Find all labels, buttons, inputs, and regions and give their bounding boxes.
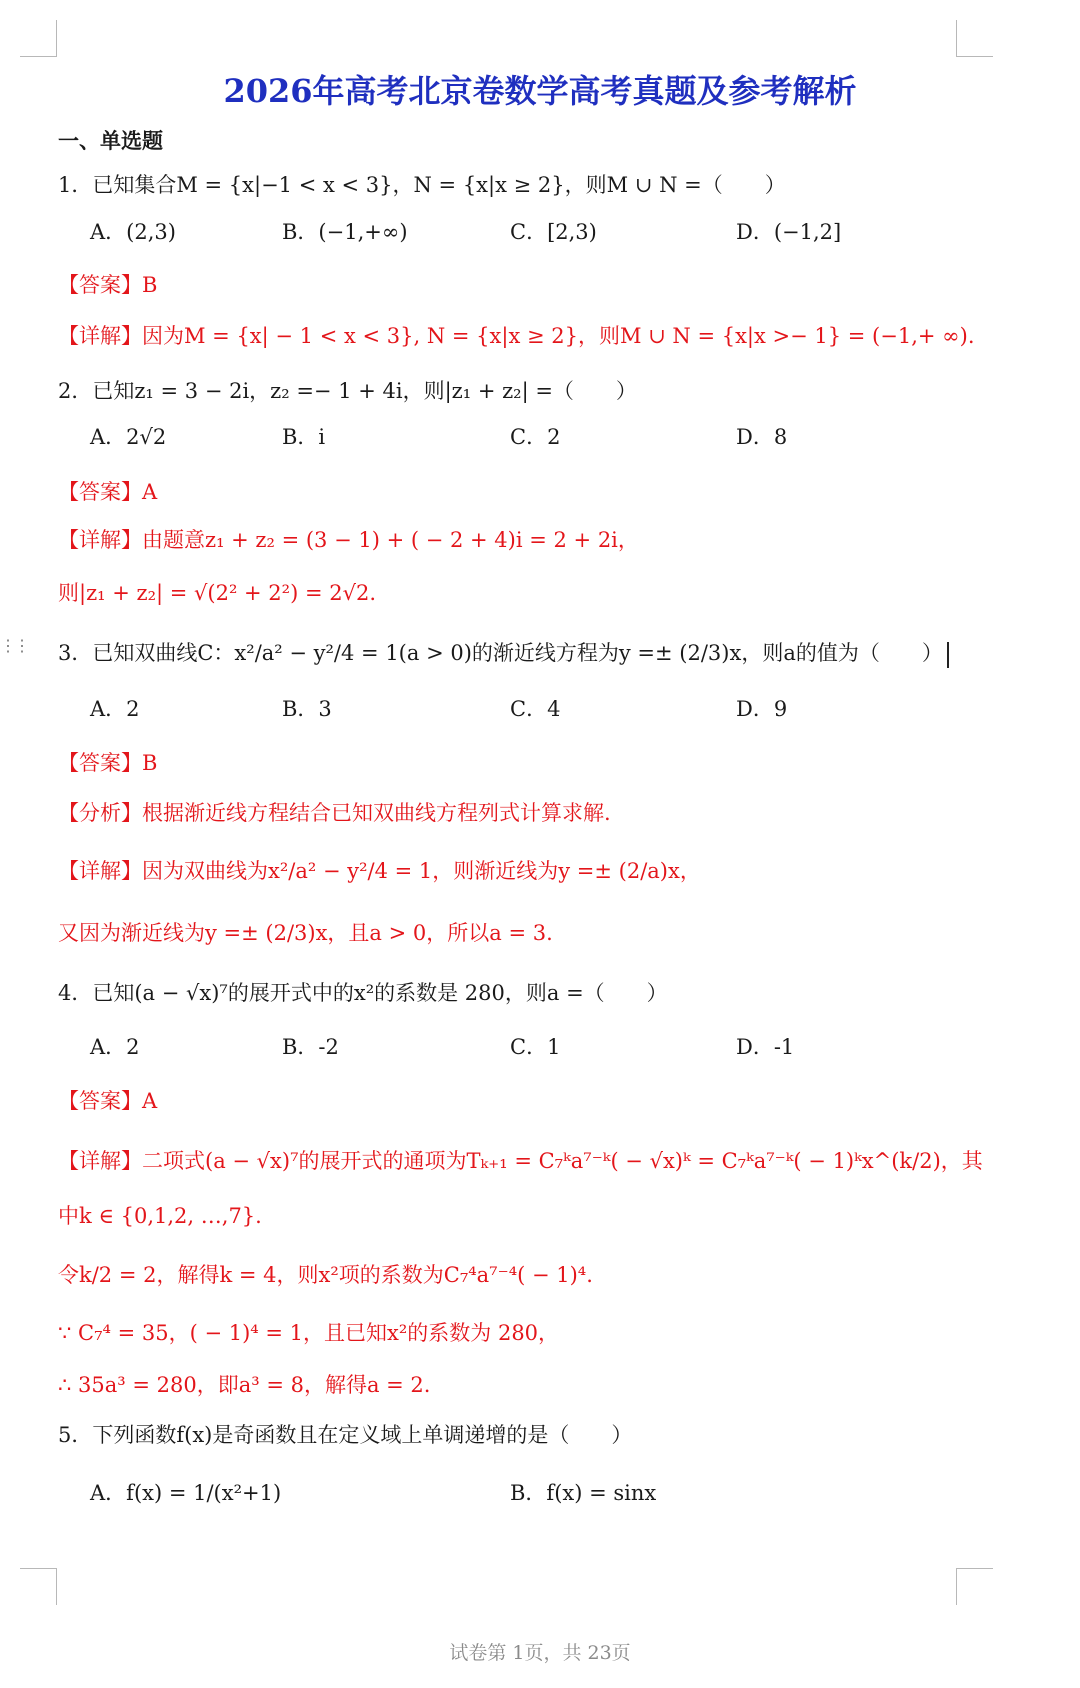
q1-option-b[interactable]: B．(−1,+∞) xyxy=(282,220,408,244)
q4-option-c[interactable]: C．1 xyxy=(510,1035,561,1059)
q3-option-b[interactable]: B．3 xyxy=(282,697,332,721)
q4-detail-line-4: ∵ C₇⁴ = 35，( − 1)⁴ = 1，且已知x²的系数为 280， xyxy=(58,1321,560,1345)
q2-answer: 【答案】A xyxy=(58,480,158,504)
crop-mark-bottom-left xyxy=(20,1568,57,1605)
q4-detail-line-3: 令k/2 = 2，解得k = 4，则x²项的系数为C₇⁴a⁷⁻⁴( − 1)⁴. xyxy=(58,1263,593,1287)
q2-option-b[interactable]: B．i xyxy=(282,425,326,449)
q5-option-a[interactable]: A．f(x) = 1/(x²+1) xyxy=(90,1481,282,1505)
q1-answer: 【答案】B xyxy=(58,273,158,297)
q4-answer: 【答案】A xyxy=(58,1089,158,1113)
question-5-stem: 5．下列函数f(x)是奇函数且在定义域上单调递增的是（ ） xyxy=(58,1423,633,1447)
q2-option-a[interactable]: A．2√2 xyxy=(90,425,167,449)
q3-detail-line-1: 【详解】因为双曲线为x²/a² − y²/4 = 1，则渐近线为y =± (2/a)x， xyxy=(58,859,701,883)
q4-option-b[interactable]: B．-2 xyxy=(282,1035,339,1059)
q4-option-d[interactable]: D．-1 xyxy=(736,1035,795,1059)
q4-detail-line-2: 中k ∈ {0,1,2, …,7}. xyxy=(58,1204,262,1228)
question-1-stem: 1．已知集合M = {x|−1 < x < 3}，N = {x|x ≥ 2}，则M ∪ N =（ ） xyxy=(58,173,786,197)
text-cursor xyxy=(947,642,949,668)
drag-handle-icon[interactable]: ⋮⋮ xyxy=(0,636,28,655)
q4-detail-line-1: 【详解】二项式(a − √x)⁷的展开式的通项为Tₖ₊₁ = C₇ᵏa⁷⁻ᵏ( − √x)ᵏ = C₇ᵏa⁷⁻ᵏ( − 1)ᵏx^(k/2)，其 xyxy=(58,1149,983,1173)
q4-detail-line-5: ∴ 35a³ = 280，即a³ = 8，解得a = 2. xyxy=(58,1373,431,1397)
section-heading: 一、单选题 xyxy=(58,128,163,153)
page-title: 2026年高考北京卷数学高考真题及参考解析 xyxy=(223,72,857,110)
crop-mark-bottom-right xyxy=(956,1568,993,1605)
q2-option-c[interactable]: C．2 xyxy=(510,425,561,449)
crop-mark-top-left xyxy=(20,20,57,57)
q1-detail: 【详解】因为M = {x| − 1 < x < 3}, N = {x|x ≥ 2}，则M ∪ N = {x|x >− 1} = (−1,+ ∞). xyxy=(58,324,975,348)
question-2-stem: 2．已知z₁ = 3 − 2i，z₂ =− 1 + 4i，则|z₁ + z₂| =（ ） xyxy=(58,379,637,403)
q3-analysis: 【分析】根据渐近线方程结合已知双曲线方程列式计算求解. xyxy=(58,801,611,825)
crop-mark-top-right xyxy=(956,20,993,57)
q3-answer: 【答案】B xyxy=(58,751,158,775)
q1-option-d[interactable]: D．(−1,2] xyxy=(736,220,842,244)
question-4-stem: 4．已知(a − √x)⁷的展开式中的x²的系数是 280，则a =（ ） xyxy=(58,981,668,1005)
q1-option-c[interactable]: C．[2,3) xyxy=(510,220,597,244)
question-3-stem: 3．已知双曲线C：x²/a² − y²/4 = 1(a > 0)的渐近线方程为y =± (2/3)x，则a的值为（ ） xyxy=(58,638,949,668)
q3-option-c[interactable]: C．4 xyxy=(510,697,561,721)
q5-option-b[interactable]: B．f(x) = sinx xyxy=(510,1481,657,1505)
q1-option-a[interactable]: A．(2,3) xyxy=(90,220,176,244)
q3-detail-line-2: 又因为渐近线为y =± (2/3)x，且a > 0，所以a = 3. xyxy=(58,921,553,945)
q3-option-d[interactable]: D．9 xyxy=(736,697,788,721)
q2-detail-line-2: 则|z₁ + z₂| = √(2² + 2²) = 2√2. xyxy=(58,581,377,605)
q2-option-d[interactable]: D．8 xyxy=(736,425,788,449)
page-footer: 试卷第 1页，共 23页 xyxy=(449,1642,631,1664)
q3-option-a[interactable]: A．2 xyxy=(90,697,140,721)
q2-detail-line-1: 【详解】由题意z₁ + z₂ = (3 − 1) + ( − 2 + 4)i = 2 + 2i， xyxy=(58,528,639,552)
q4-option-a[interactable]: A．2 xyxy=(90,1035,140,1059)
